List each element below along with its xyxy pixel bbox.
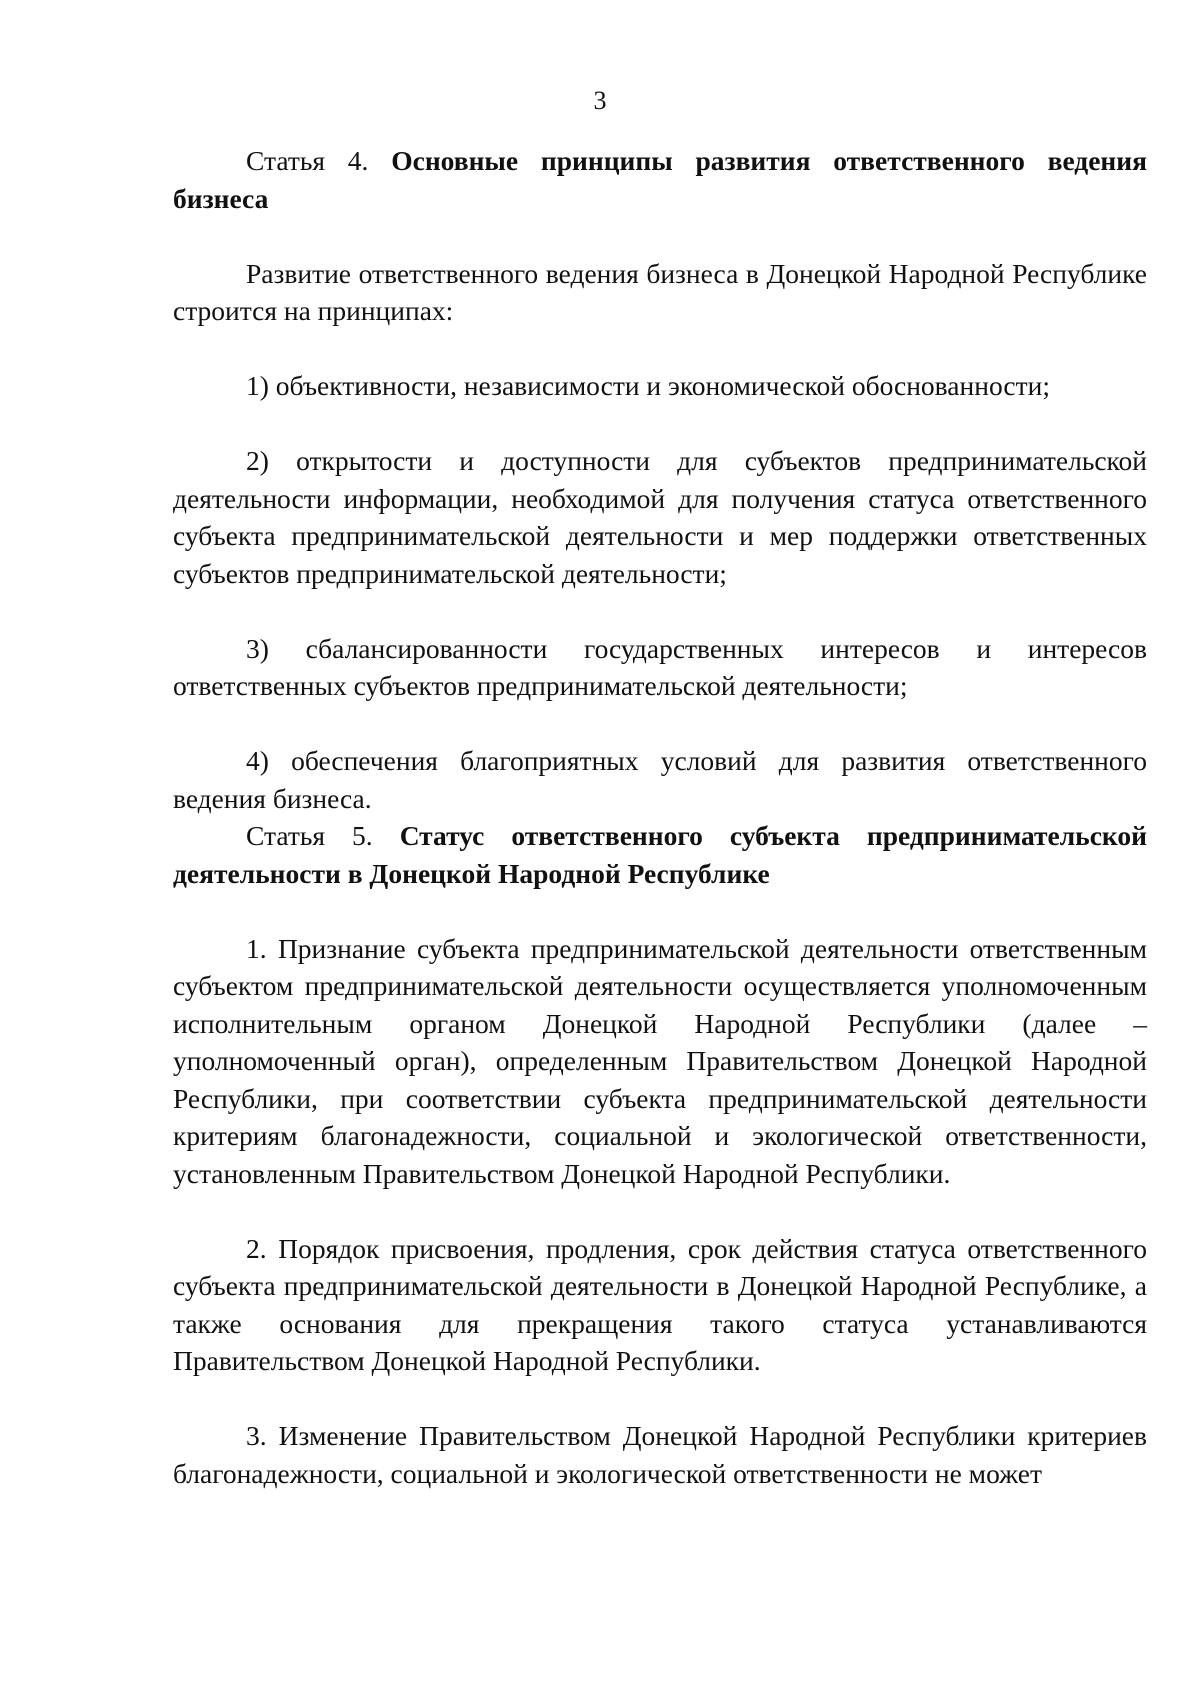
article-4-intro: Развитие ответственного ведения бизнеса в Донецкой Народной Республике строится на принципах: <box>173 257 1147 326</box>
article-5-heading <box>173 817 1147 892</box>
article-5-item-1: 1. Признание субъекта предпринимательской деятельности ответственным субъектом предпринимательской деятельности осуществляется уполномоченным исполнительным органом Донецкой Народной Республики (далее – уполномоченный орган), определенным Правительством Донецкой Народной Республики, при соответствии субъекта предпринимательской деятельности критериям благонадежности, социальной и экологической ответственности, установленным Правительством Донецкой Народной Республики. <box>173 932 1147 1189</box>
article-5-title: Статус ответственного субъекта предпринимательской деятельности в Донецкой Народной Республике <box>173 820 1147 889</box>
page-number: 3 <box>593 86 607 115</box>
article-4-label: Статья 4. <box>246 145 369 176</box>
document-body <box>173 142 1147 1492</box>
article-5-item-3: 3. Изменение Правительством Донецкой Народной Республики критериев благонадежности, социальной и экологической ответственности не может <box>173 1420 1147 1489</box>
article-4-item-4: 4) обеспечения благоприятных условий для развития ответственного ведения бизнеса. <box>173 745 1147 814</box>
article-4-item-3: 3) сбалансированности государственных интересов и интересов ответственных субъектов предпринимательской деятельности; <box>173 632 1147 701</box>
article-4-item-1: 1) объективности, независимости и экономической обоснованности; <box>246 370 1050 401</box>
article-4-title: Основные принципы развития ответственного ведения бизнеса <box>173 145 1147 214</box>
article-5-item-2: 2. Порядок присвоения, продления, срок действия статуса ответственного субъекта предпринимательской деятельности в Донецкой Народной Республике, а также основания для прекращения такого статуса устанавливаются Правительством Донецкой Народной Республики. <box>173 1232 1147 1376</box>
article-4-item-2: 2) открытости и доступности для субъектов предпринимательской деятельности информации, необходимой для получения статуса ответственного субъекта предпринимательской деятельности и мер поддержки ответственных субъектов предпринимательской деятельности; <box>173 445 1147 589</box>
article-4-heading <box>173 142 1147 217</box>
article-5-label: Статья 5. <box>246 820 373 851</box>
